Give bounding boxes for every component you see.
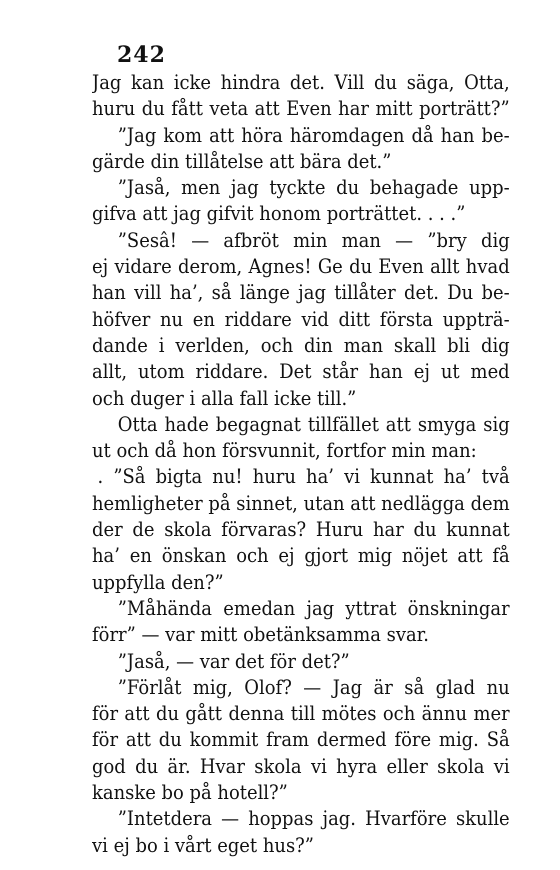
text-line: ut och då hon försvunnit, fortfor min man: [92, 439, 477, 463]
text-line: ”Intetdera — hoppas jag. Hvarföre skulle [117, 807, 510, 831]
text-line: för att du kommit fram dermed före mig. Så [92, 728, 510, 752]
text-line: Jag kan icke hindra det. Vill du säga, Otta, [92, 71, 510, 94]
text-line: för att du gått denna till mötes och ännu mer [92, 702, 510, 726]
text-line: höfver nu en riddare vid ditt första uppträ- [92, 307, 510, 331]
text-line: ha’ en önskan och ej gjort mig nöjet att få [92, 544, 510, 568]
page-text [92, 70, 510, 859]
text-line: och duger i alla fall icke till.” [92, 386, 357, 410]
text-line: vi ej bo i vårt eget hus?” [92, 833, 314, 857]
text-line: ”Jaså, — var det för det?” [117, 649, 350, 673]
text-line: god du är. Hvar skola vi hyra eller skola vi [92, 754, 510, 778]
text-line: ”Förlåt mig, Olof? — Jag är så glad nu [117, 675, 510, 699]
text-line: ”Måhända emedan jag yttrat önskningar [117, 596, 510, 620]
text-line: uppfylla den?” [92, 570, 224, 594]
text-line: Otta hade begagnat tillfället att smyga sig [117, 412, 510, 436]
text-line: kanske bo på hotell?” [92, 781, 288, 805]
text-line: der de skola förvaras? Huru har du kunnat [92, 518, 510, 542]
text-line: hemligheter på sinnet, utan att nedlägga dem [92, 491, 510, 515]
text-line: ej vidare derom, Agnes! Ge du Even allt hvad [92, 255, 510, 279]
text-line: . ”Så bigta nu! huru ha’ vi kunnat ha’ två [97, 465, 510, 489]
text-line: allt, utom riddare. Det står han ej ut med [92, 360, 510, 384]
text-line: gifva att jag gifvit honom porträttet. . . .” [92, 202, 466, 226]
text-line: dande i verlden, och din man skall bli dig [92, 333, 510, 357]
text-line: han vill ha’, så länge jag tillåter det. Du be- [92, 281, 510, 305]
text-line: huru du fått veta att Even har mitt porträtt?” [92, 97, 510, 121]
page-number: 242 [117, 42, 166, 68]
text-line: ”Sesâ! — afbröt min man — ”bry dig [117, 228, 510, 252]
text-line: ”Jaså, men jag tyckte du behagade upp- [117, 176, 510, 200]
text-line: förr” — var mitt obetänksamma svar. [92, 623, 429, 647]
text-line: gärde din tillåtelse att bära det.” [92, 149, 392, 173]
text-line: ”Jag kom att höra häromdagen då han be- [117, 123, 510, 147]
